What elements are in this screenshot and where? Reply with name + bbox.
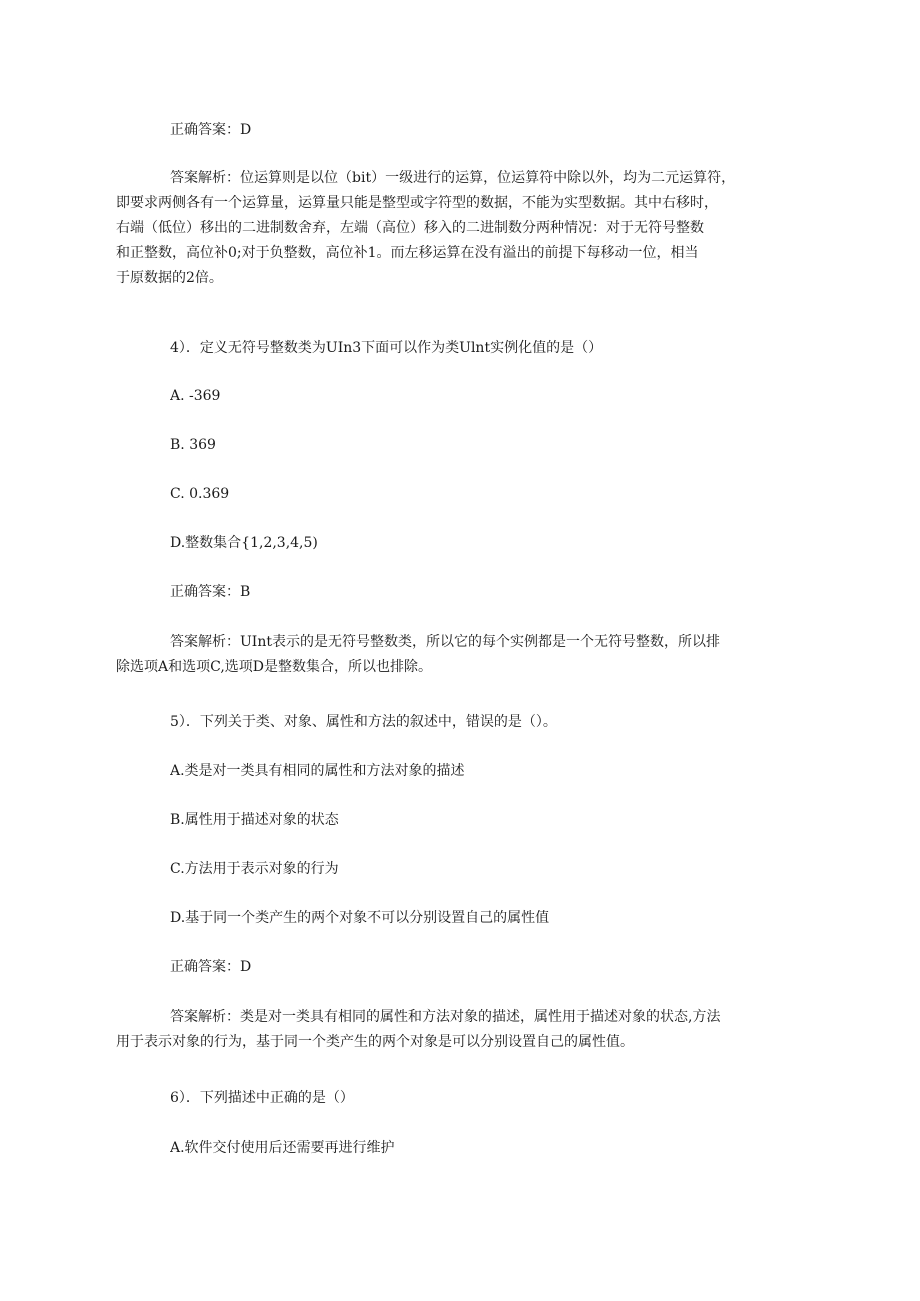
q6-option-a: A.软件交付使用后还需要再进行维护 bbox=[170, 1140, 395, 1156]
q5-explanation bbox=[116, 1005, 790, 1055]
q5-question: 5）．下列关于类、对象、属性和方法的叙述中，错误的是（）。 bbox=[170, 714, 557, 730]
explanation-line: 除选项A和选项C,选项D是整数集合，所以也排除。 bbox=[116, 659, 432, 675]
q5-option-a: A.类是对一类具有相同的属性和方法对象的描述 bbox=[170, 763, 465, 779]
q6-question: 6）．下列描述中正确的是（） bbox=[170, 1090, 354, 1106]
explanation-line: 和正整数，高位补0;对于负整数，高位补1。而左移运算在没有溢出的前提下每移动一位，相当 bbox=[116, 245, 699, 261]
q3-answer: 正确答案：D bbox=[170, 122, 252, 138]
explanation-line: 右端（低位）移出的二进制数舍弃，左端（高位）移入的二进制数分两种情况：对于无符号整数 bbox=[116, 220, 704, 236]
explanation-line: 答案解析：位运算则是以位（bit）一级进行的运算，位运算符中除以外，均为二元运算符， bbox=[170, 170, 736, 186]
q5-option-c: C.方法用于表示对象的行为 bbox=[170, 861, 339, 877]
q5-option-b: B.属性用于描述对象的状态 bbox=[170, 812, 339, 828]
q4-option-a: A. -369 bbox=[170, 388, 221, 404]
q4-question: 4）．定义无符号整数类为UIn3下面可以作为类Ulnt实例化值的是（） bbox=[170, 340, 603, 356]
q5-option-d: D.基于同一个类产生的两个对象不可以分别设置自己的属性值 bbox=[170, 910, 550, 926]
q4-explanation bbox=[116, 630, 790, 680]
explanation-line: 答案解析：类是对一类具有相同的属性和方法对象的描述，属性用于描述对象的状态,方法 bbox=[170, 1009, 721, 1025]
explanation-line: 用于表示对象的行为，基于同一个类产生的两个对象是可以分别设置自己的属性值。 bbox=[116, 1034, 634, 1050]
q4-answer: 正确答案：B bbox=[170, 584, 251, 600]
q4-option-d: D.整数集合{1,2,3,4,5) bbox=[170, 535, 318, 551]
explanation-line: 即要求两侧各有一个运算量，运算量只能是整型或字符型的数据，不能为实型数据。其中右移时， bbox=[116, 195, 718, 211]
q5-answer: 正确答案：D bbox=[170, 959, 252, 975]
q4-option-c: C. 0.369 bbox=[170, 486, 230, 502]
q3-explanation bbox=[116, 166, 790, 291]
explanation-line: 答案解析：UInt表示的是无符号整数类，所以它的每个实例都是一个无符号整数，所以排 bbox=[170, 634, 720, 650]
q4-option-b: B. 369 bbox=[170, 437, 216, 453]
explanation-line: 于原数据的2倍。 bbox=[116, 270, 223, 286]
